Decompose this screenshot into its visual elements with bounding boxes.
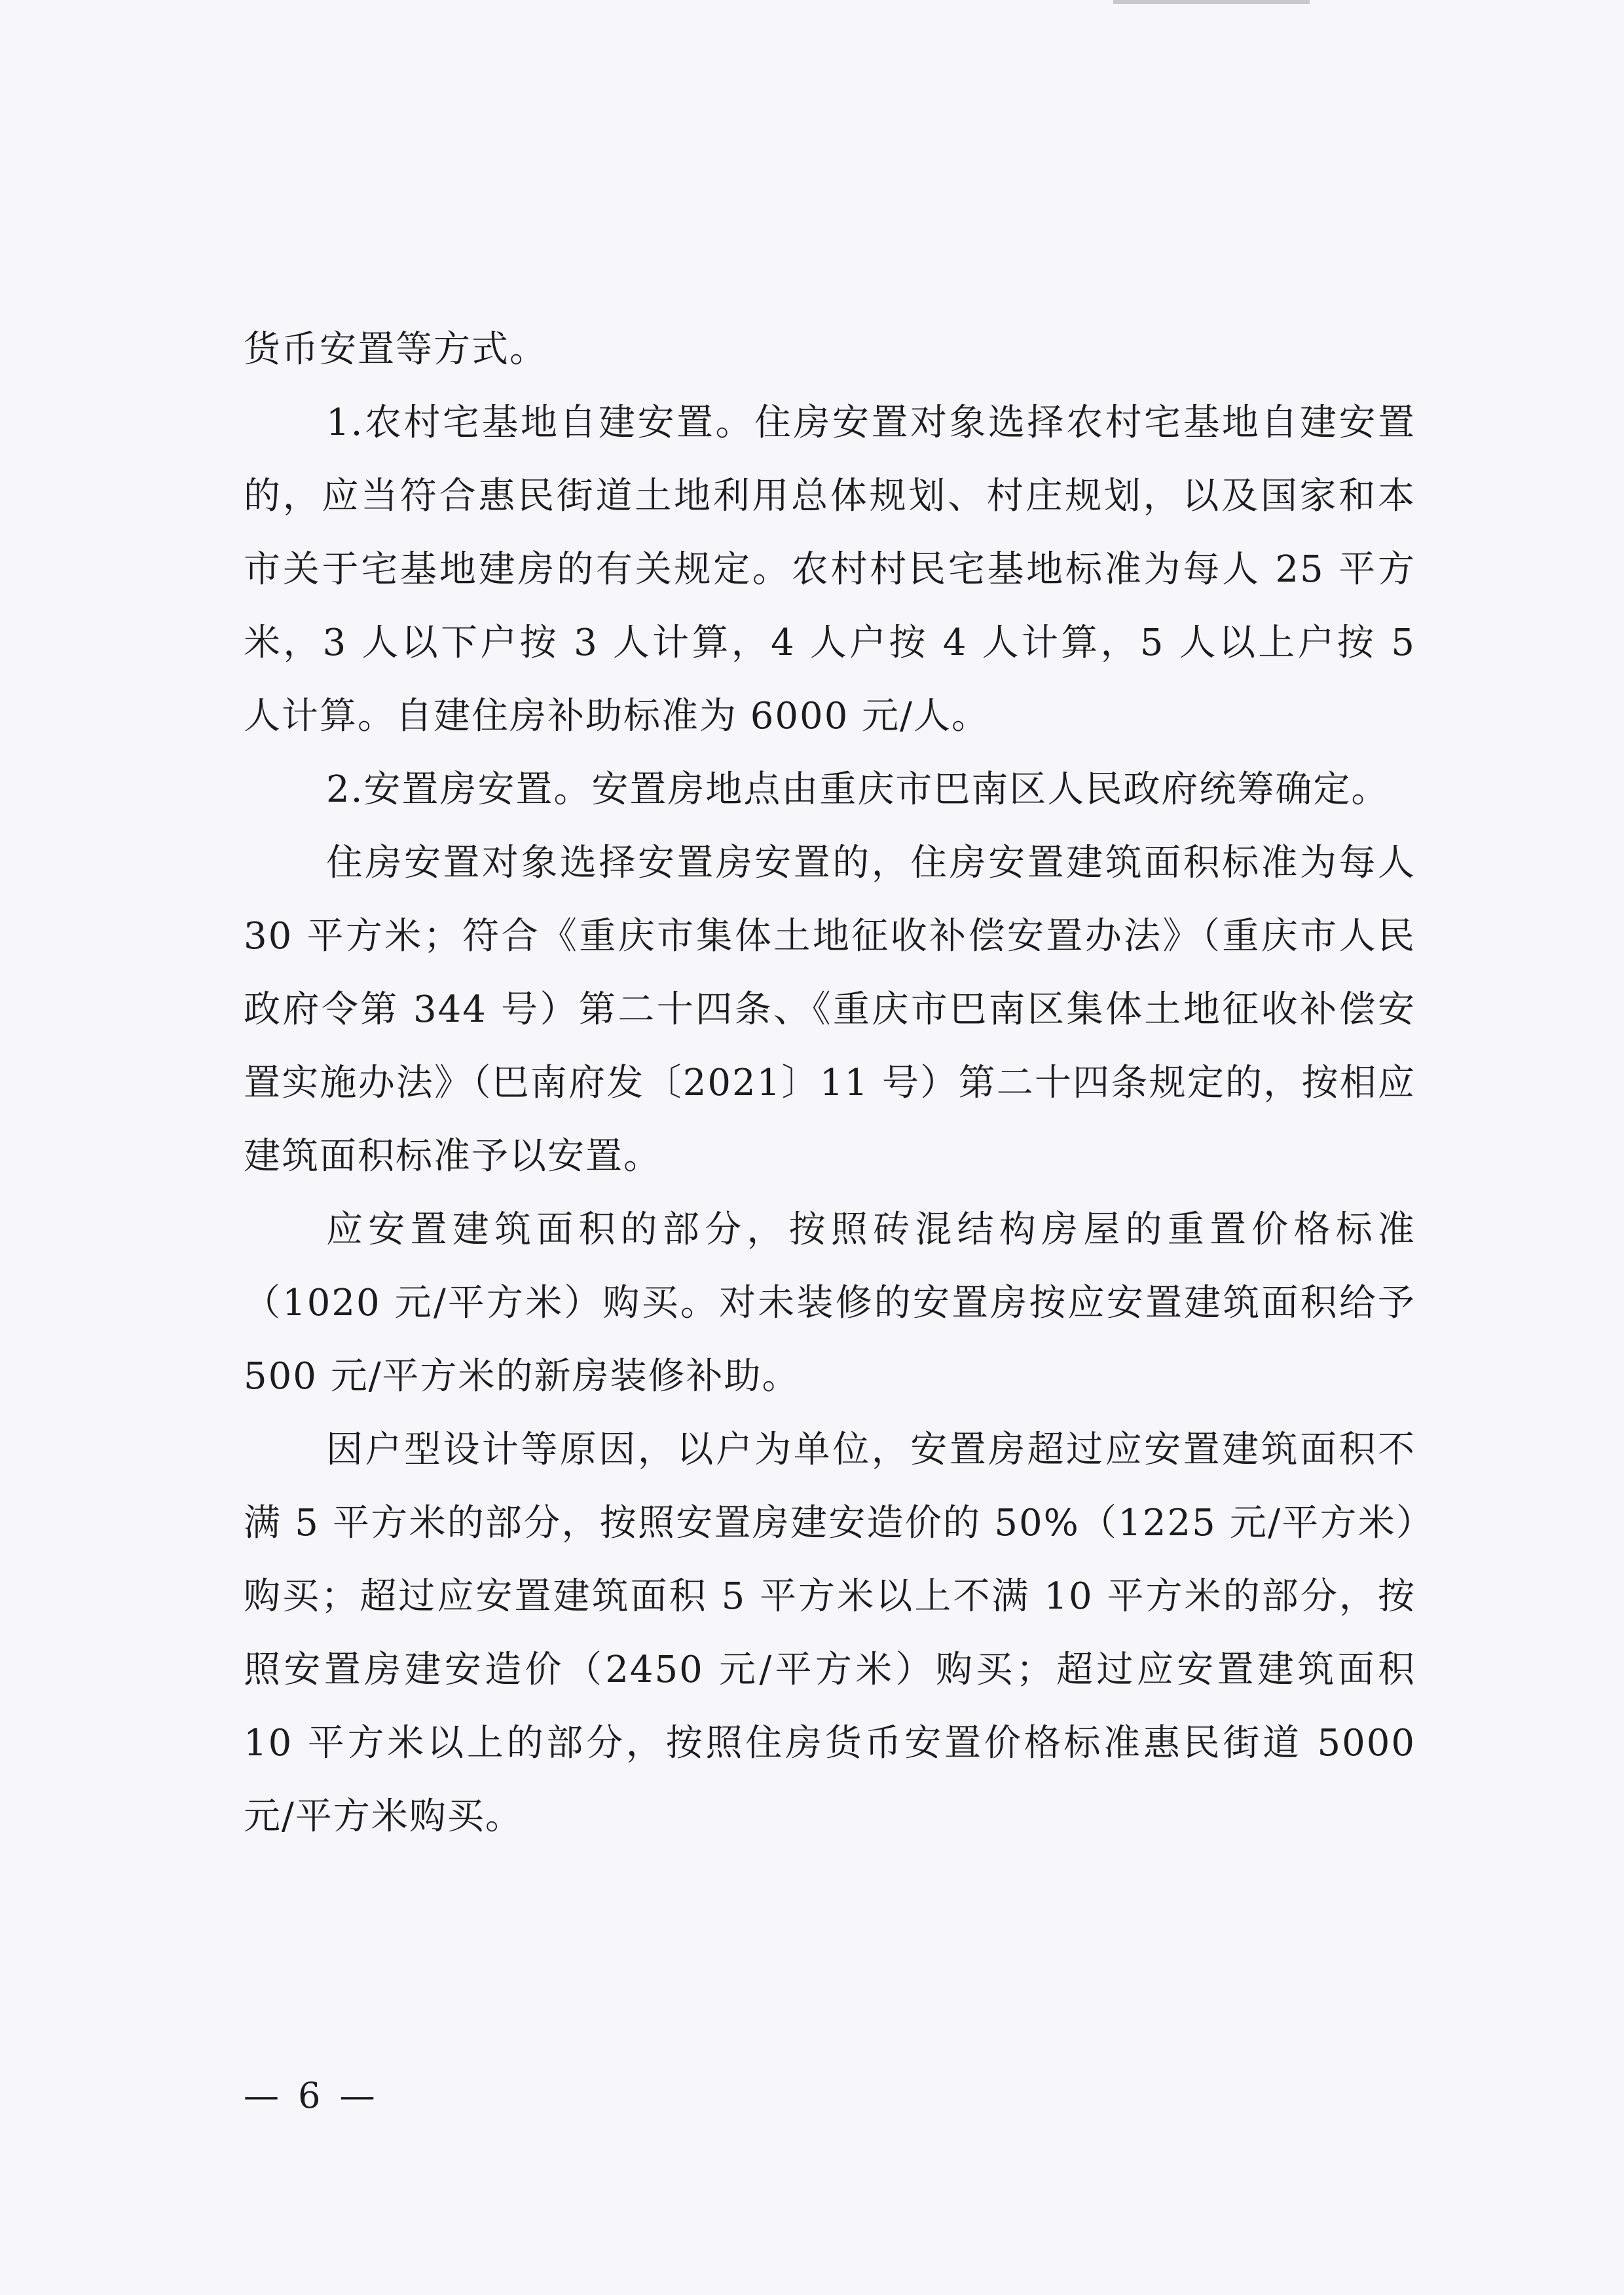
paragraph-6: 因户型设计等原因，以户为单位，安置房超过应安置建筑面积不满 5 平方米的部分，按照安置房建安造价的 50%（1225 元/平方米）购买；超过应安置建筑面积 5 平方米以上不满 10 平方米的部分，按照安置房建安造价（2450 元/平方米）购买；超过应安置建筑面积 10 平方米以上的部分，按照住房货币安置价格标准惠民街道 5000 元/平方米购买。 [244,1428,1416,1838]
page-number: — 6 — [244,2075,379,2116]
paragraph-2: 1.农村宅基地自建安置。住房安置对象选择农村宅基地自建安置的，应当符合惠民街道土地利用总体规划、村庄规划，以及国家和本市关于宅基地建房的有关规定。农村村民宅基地标准为每人 25 平方米，3 人以下户按 3 人计算，4 人户按 4 人计算，5 人以上户按 5 人计算。自建住房补助标准为 6000 元/人。 [244,401,1416,737]
document-body [244,313,1416,1854]
paragraph-1: 货币安置等方式。 [244,328,547,371]
paragraph-3: 2.安置房安置。安置房地点由重庆市巴南区人民政府统筹确定。 [326,768,1390,811]
paragraph-4: 住房安置对象选择安置房安置的，住房安置建筑面积标准为每人 30 平方米；符合《重庆市集体土地征收补偿安置办法》（重庆市人民政府令第 344 号）第二十四条、《重庆市巴南区集体土地征收补偿安置实施办法》（巴南府发〔2021〕11 号）第二十四条规定的，按相应建筑面积标准予以安置。 [244,842,1416,1178]
scan-edge-mark [1113,0,1310,4]
paragraph-5: 应安置建筑面积的部分，按照砖混结构房屋的重置价格标准（1020 元/平方米）购买。对未装修的安置房按应安置建筑面积给予 500 元/平方米的新房装修补助。 [244,1208,1416,1398]
